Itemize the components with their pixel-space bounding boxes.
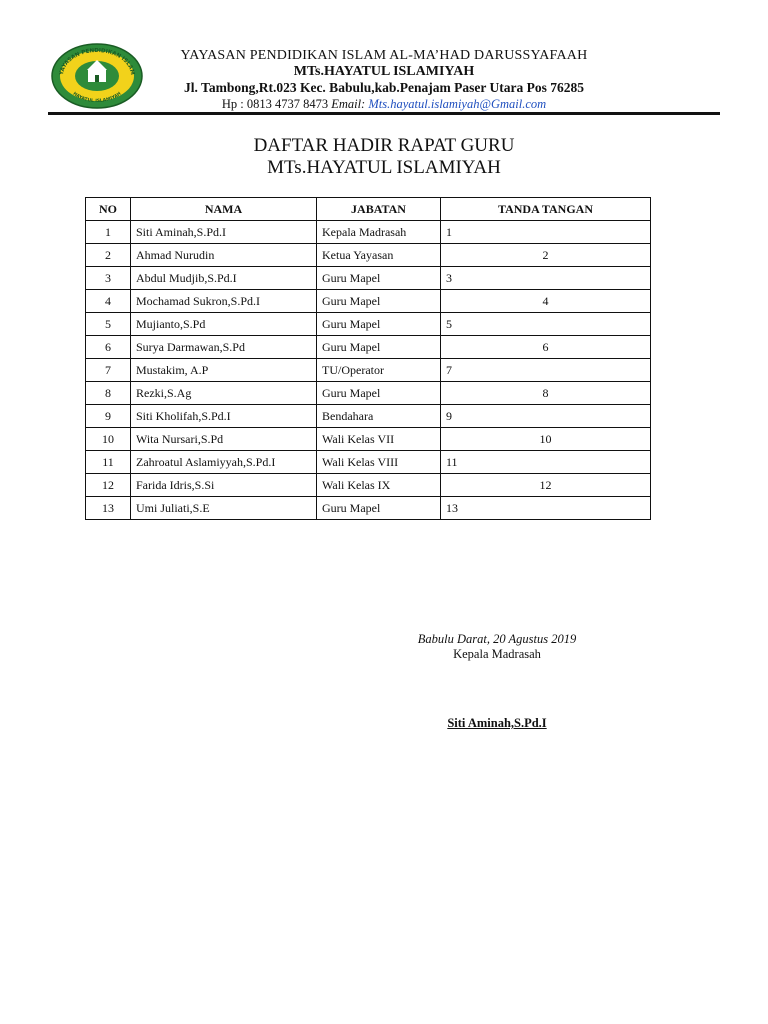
teacher-name: Zahroatul Aslamiyyah,S.Pd.I [131,451,317,474]
teacher-role: Kepala Madrasah [317,221,441,244]
signature-cell: 7 [441,359,651,382]
table-row [86,244,651,267]
school-logo [50,42,144,110]
teacher-name: Farida Idris,S.Si [131,474,317,497]
row-number: 1 [86,221,131,244]
header-nama: NAMA [131,198,317,221]
signature-cell: 5 [441,313,651,336]
header-tanda-tangan: TANDA TANGAN [441,198,651,221]
signature-cell: 13 [441,497,651,520]
table-row [86,382,651,405]
row-number: 8 [86,382,131,405]
table-row [86,267,651,290]
teacher-name: Mustakim, A.P [131,359,317,382]
title-line-2: MTs.HAYATUL ISLAMIYAH [267,157,501,178]
header-jabatan: JABATAN [317,198,441,221]
table-row [86,497,651,520]
teacher-name: Siti Aminah,S.Pd.I [131,221,317,244]
row-number: 13 [86,497,131,520]
table-row [86,451,651,474]
row-number: 2 [86,244,131,267]
school-address: Jl. Tambong,Rt.023 Kec. Babulu,kab.Penajam Paser Utara Pos 76285 [184,80,584,95]
header-divider [48,112,720,115]
table-row [86,474,651,497]
signature-cell: 1 [441,221,651,244]
teacher-role: Wali Kelas VII [317,428,441,451]
signature-cell: 3 [441,267,651,290]
teacher-role: Wali Kelas VIII [317,451,441,474]
teacher-name: Umi Juliati,S.E [131,497,317,520]
teacher-role: Guru Mapel [317,313,441,336]
signature-cell: 12 [441,474,651,497]
teacher-role: Bendahara [317,405,441,428]
teacher-name: Abdul Mudjib,S.Pd.I [131,267,317,290]
teacher-role: TU/Operator [317,359,441,382]
teacher-role: Guru Mapel [317,497,441,520]
teacher-role: Ketua Yayasan [317,244,441,267]
row-number: 11 [86,451,131,474]
teacher-name: Surya Darmawan,S.Pd [131,336,317,359]
row-number: 10 [86,428,131,451]
table-row [86,405,651,428]
signature-cell: 2 [441,244,651,267]
teacher-role: Guru Mapel [317,336,441,359]
teacher-role: Guru Mapel [317,267,441,290]
attendance-table [85,197,651,520]
teacher-role: Guru Mapel [317,290,441,313]
letterhead [150,48,618,112]
header-no: NO [86,198,131,221]
school-name: MTs.HAYATUL ISLAMIYAH [293,64,475,79]
document-title [0,135,768,179]
contact-line [150,96,618,112]
logo-arc-bottom: HAYATUL ISLAMIYAH [71,91,123,105]
row-number: 12 [86,474,131,497]
signature-cell: 11 [441,451,651,474]
email-label: Email: [331,97,366,111]
signature-cell: 6 [441,336,651,359]
signature-cell: 4 [441,290,651,313]
table-row [86,313,651,336]
teacher-name: Ahmad Nurudin [131,244,317,267]
row-number: 6 [86,336,131,359]
place-date: Babulu Darat, 20 Agustus 2019 [417,632,577,646]
row-number: 3 [86,267,131,290]
teacher-name: Siti Kholifah,S.Pd.I [131,405,317,428]
table-row [86,290,651,313]
table-row [86,336,651,359]
title-line-1: DAFTAR HADIR RAPAT GURU [253,135,515,156]
row-number: 4 [86,290,131,313]
teacher-name: Mujianto,S.Pd [131,313,317,336]
table-row [86,221,651,244]
row-number: 9 [86,405,131,428]
table-row [86,359,651,382]
signature-cell: 10 [441,428,651,451]
foundation-name: YAYASAN PENDIDIKAN ISLAM AL-MA’HAD DARUSSYAFAAH [180,48,588,63]
logo-arc-top: YAYASAN PENDIDIKAN ISLAM [58,47,136,76]
row-number: 7 [86,359,131,382]
teacher-name: Mochamad Sukron,S.Pd.I [131,290,317,313]
signature-block [380,632,614,662]
signature-cell: 8 [441,382,651,405]
signer-name: Siti Aminah,S.Pd.I [447,716,547,730]
phone-number: Hp : 0813 4737 8473 [221,97,329,111]
email-address: Mts.hayatul.islamiyah@Gmail.com [368,97,547,111]
teacher-role: Wali Kelas IX [317,474,441,497]
table-row [86,428,651,451]
teacher-name: Rezki,S.Ag [131,382,317,405]
table-header-row [86,198,651,221]
teacher-role: Guru Mapel [317,382,441,405]
signature-cell: 9 [441,405,651,428]
row-number: 5 [86,313,131,336]
teacher-name: Wita Nursari,S.Pd [131,428,317,451]
signer-position: Kepala Madrasah [453,647,541,661]
